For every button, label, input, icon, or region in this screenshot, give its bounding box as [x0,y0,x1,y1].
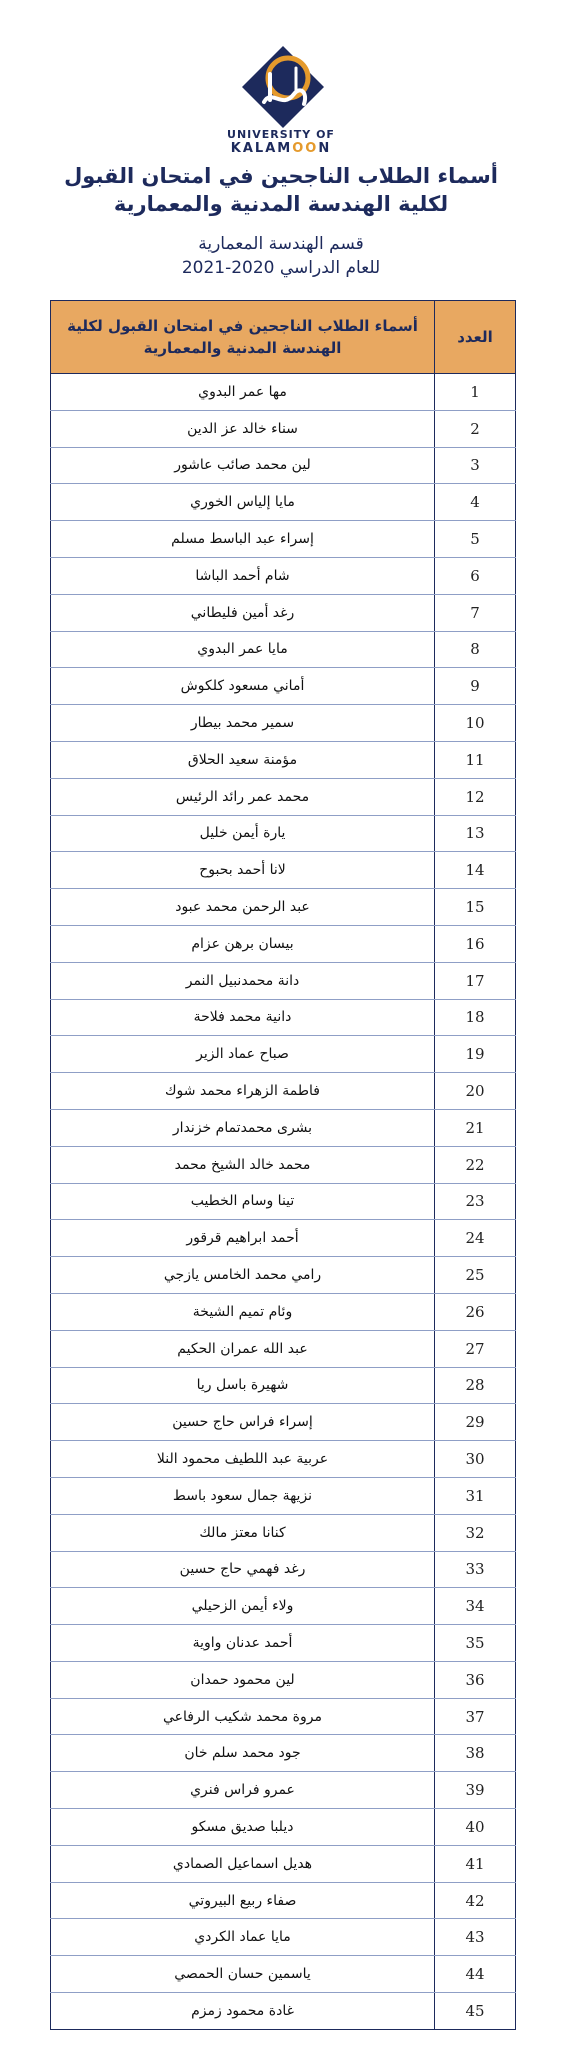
student-name: هديل اسماعيل الصمادي [51,1845,435,1882]
academic-year-subtitle: للعام الدراسي 2020-2021 [181,258,381,278]
row-number: 37 [435,1698,516,1735]
table-row [51,1772,516,1809]
row-number: 2 [435,410,516,447]
student-name: جود محمد سلم خان [51,1735,435,1772]
student-name: دانة محمدنبيل النمر [51,962,435,999]
row-number: 6 [435,557,516,594]
student-name: أحمد عدنان واوية [51,1625,435,1662]
table-header-row [51,301,516,374]
table-row [51,1330,516,1367]
student-name: لانا أحمد بحبوح [51,852,435,889]
student-name: يارة أيمن خليل [51,815,435,852]
row-number: 12 [435,778,516,815]
row-number: 31 [435,1477,516,1514]
table-row [51,1809,516,1846]
student-name: مروة محمد شكيب الرفاعي [51,1698,435,1735]
student-name: محمد عمر رائد الرئيس [51,778,435,815]
table-row [51,815,516,852]
table-row [51,1293,516,1330]
student-name: رامي محمد الخامس يازجي [51,1257,435,1294]
student-name: بشرى محمدتمام خزندار [51,1109,435,1146]
row-number: 8 [435,631,516,668]
table-row [51,557,516,594]
student-name: ولاء أيمن الزحيلي [51,1588,435,1625]
header-count: العدد [435,301,516,374]
student-name: سناء خالد عز الدين [51,410,435,447]
page-title-line-2: لكلية الهندسة المدنية والمعمارية [113,192,449,216]
row-number: 30 [435,1441,516,1478]
table-row [51,631,516,668]
row-number: 16 [435,925,516,962]
table-row [51,1073,516,1110]
student-name: رغد فهمي حاج حسين [51,1551,435,1588]
row-number: 26 [435,1293,516,1330]
university-crest-icon [238,44,328,132]
table-row [51,1845,516,1882]
row-number: 45 [435,1993,516,2030]
row-number: 39 [435,1772,516,1809]
table-row [51,447,516,484]
row-number: 27 [435,1330,516,1367]
row-number: 35 [435,1625,516,1662]
student-name: فاطمة الزهراء محمد شوك [51,1073,435,1110]
student-name: دانية محمد فلاحة [51,999,435,1036]
table-row [51,1625,516,1662]
table-row [51,999,516,1036]
table-row [51,1367,516,1404]
student-name: مايا عمر البدوي [51,631,435,668]
student-name: إسراء عبد الباسط مسلم [51,521,435,558]
row-number: 11 [435,741,516,778]
table-row [51,852,516,889]
row-number: 33 [435,1551,516,1588]
student-name: محمد خالد الشيخ محمد [51,1146,435,1183]
row-number: 41 [435,1845,516,1882]
table-row [51,1919,516,1956]
table-row [51,1441,516,1478]
table-row [51,1993,516,2030]
table-row [51,1661,516,1698]
row-number: 42 [435,1882,516,1919]
student-name: عبد الرحمن محمد عبود [51,889,435,926]
row-number: 7 [435,594,516,631]
table-row [51,1551,516,1588]
row-number: 1 [435,374,516,411]
student-name: أماني مسعود كلكوش [51,668,435,705]
table-row [51,778,516,815]
row-number: 10 [435,705,516,742]
table-row [51,1588,516,1625]
row-number: 22 [435,1146,516,1183]
student-name: شام أحمد الباشا [51,557,435,594]
table-row [51,1477,516,1514]
row-number: 40 [435,1809,516,1846]
table-row [51,1956,516,1993]
table-row [51,1404,516,1441]
row-number: 34 [435,1588,516,1625]
row-number: 19 [435,1036,516,1073]
table-row [51,741,516,778]
table-row [51,889,516,926]
student-name: لين محمد صائب عاشور [51,447,435,484]
table-row [51,594,516,631]
table-row [51,1882,516,1919]
header-names: أسماء الطلاب الناجحين في امتحان القبول لكلية الهندسة المدنية والمعمارية [51,301,435,374]
student-name: تينا وسام الخطيب [51,1183,435,1220]
student-name: شهيرة باسل ريا [51,1367,435,1404]
row-number: 28 [435,1367,516,1404]
student-name: صفاء ربيع البيروتي [51,1882,435,1919]
student-name: إسراء فراس حاج حسين [51,1404,435,1441]
row-number: 24 [435,1220,516,1257]
row-number: 38 [435,1735,516,1772]
student-name: عربية عبد اللطيف محمود النلا [51,1441,435,1478]
page-title: أسماء الطلاب الناجحين في امتحان القبول [64,164,498,188]
student-name: أحمد ابراهيم قرقور [51,1220,435,1257]
student-name: بيسان برهن عزام [51,925,435,962]
row-number: 15 [435,889,516,926]
table-row [51,1257,516,1294]
student-name: سمير محمد بيطار [51,705,435,742]
table-row [51,1183,516,1220]
row-number: 18 [435,999,516,1036]
row-number: 3 [435,447,516,484]
student-name: عمرو فراس فنري [51,1772,435,1809]
table-row [51,1036,516,1073]
table-row [51,705,516,742]
row-number: 43 [435,1919,516,1956]
table-row [51,1109,516,1146]
table-row [51,925,516,962]
student-name: مايا عماد الكردي [51,1919,435,1956]
table-row [51,1698,516,1735]
row-number: 32 [435,1514,516,1551]
student-name: كنانا معتز مالك [51,1514,435,1551]
student-name: غادة محمود زمزم [51,1993,435,2030]
student-name: مها عمر البدوي [51,374,435,411]
row-number: 13 [435,815,516,852]
row-number: 20 [435,1073,516,1110]
row-number: 44 [435,1956,516,1993]
table-row [51,962,516,999]
student-name: ياسمين حسان الحمصي [51,1956,435,1993]
table-row [51,374,516,411]
table-row [51,1220,516,1257]
logo-text-kalamoon: KALAMOON [230,141,332,156]
student-name: وئام تميم الشيخة [51,1293,435,1330]
row-number: 25 [435,1257,516,1294]
row-number: 9 [435,668,516,705]
student-name: لين محمود حمدان [51,1661,435,1698]
student-name: رغد أمين فليطاني [51,594,435,631]
table-row [51,1146,516,1183]
row-number: 5 [435,521,516,558]
student-name: ديلبا صديق مسكو [51,1809,435,1846]
student-name: مايا إلياس الخوري [51,484,435,521]
row-number: 4 [435,484,516,521]
university-logo [0,44,562,154]
student-name: عبد الله عمران الحكيم [51,1330,435,1367]
row-number: 36 [435,1661,516,1698]
table-row [51,410,516,447]
table-row [51,1514,516,1551]
table-row [51,484,516,521]
table-row [51,1735,516,1772]
student-name: مؤمنة سعيد الحلاق [51,741,435,778]
table-row [51,668,516,705]
row-number: 23 [435,1183,516,1220]
row-number: 21 [435,1109,516,1146]
student-name: نزيهة جمال سعود باسط [51,1477,435,1514]
students-table [50,300,516,2030]
student-name: صباح عماد الزير [51,1036,435,1073]
logo-text-university-of: UNIVERSITY OF [227,128,335,141]
department-subtitle: قسم الهندسة المعمارية [198,234,364,254]
row-number: 29 [435,1404,516,1441]
row-number: 17 [435,962,516,999]
row-number: 14 [435,852,516,889]
table-row [51,521,516,558]
